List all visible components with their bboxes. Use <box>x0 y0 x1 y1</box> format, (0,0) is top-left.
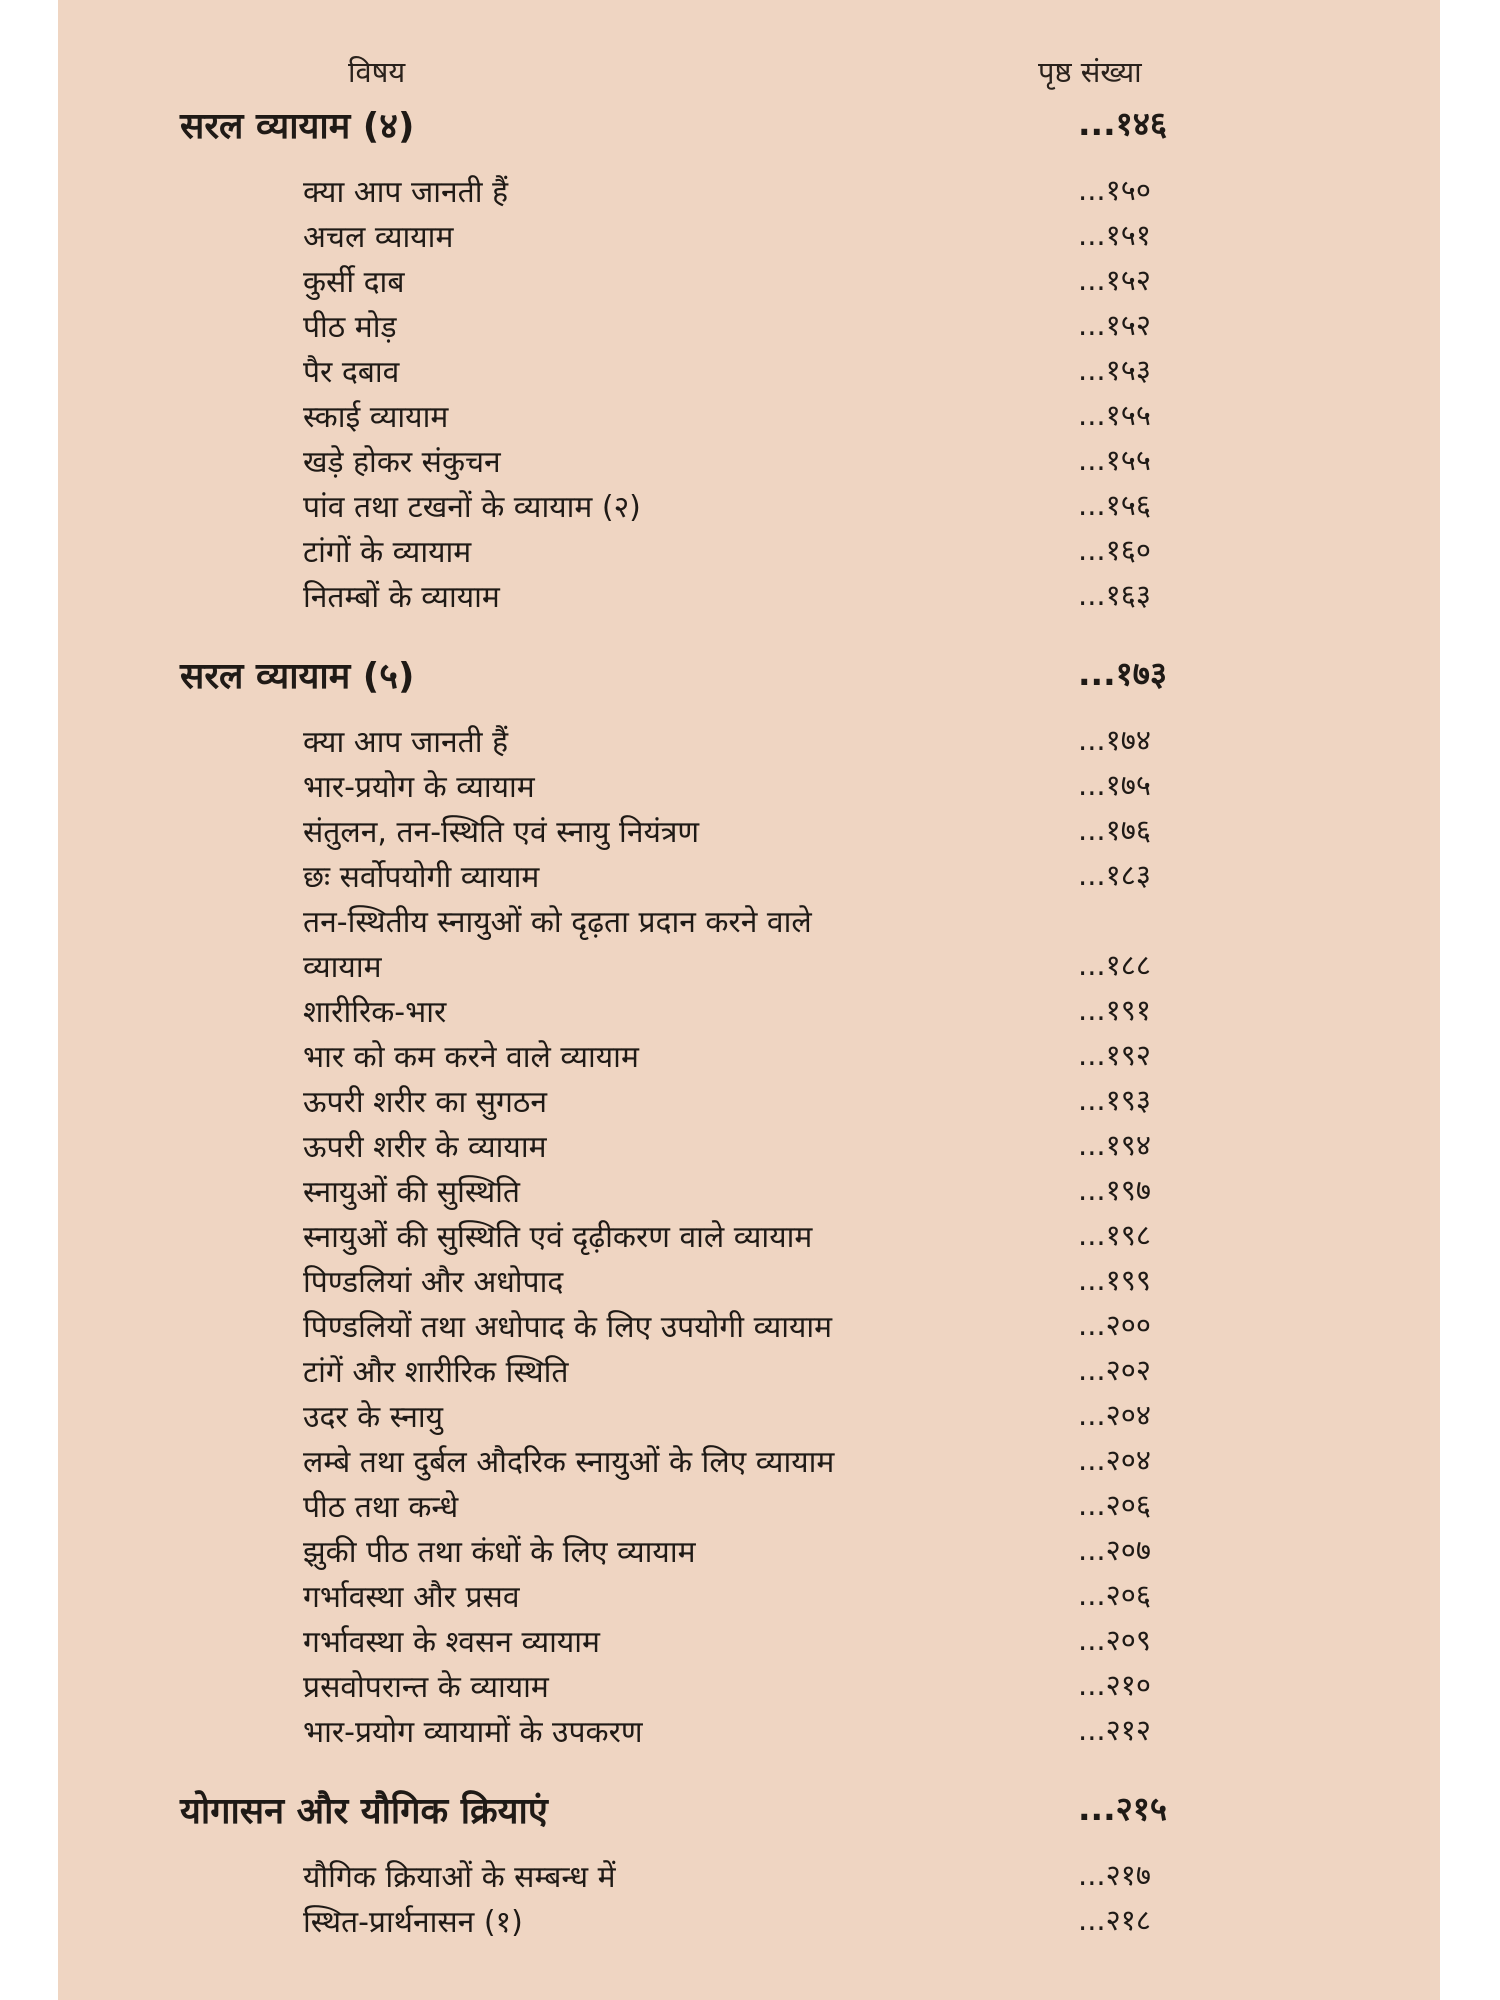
entry-title: पैर दबाव <box>303 355 400 390</box>
entry-title: पीठ तथा कन्धे <box>303 1490 459 1525</box>
entry-title: लम्बे तथा दुर्बल औदरिक स्नायुओं के लिए व्यायाम <box>303 1445 835 1480</box>
entry-page-number: ...१५५ <box>1078 398 1151 432</box>
entry-title: गर्भावस्था के श्वसन व्यायाम <box>303 1625 600 1660</box>
entry-title: क्या आप जानती हैं <box>303 725 509 760</box>
contents-entry <box>58 1305 1440 1349</box>
contents-entry <box>58 350 1440 394</box>
contents-entry <box>58 1125 1440 1169</box>
entry-title: ऊपरी शरीर के व्यायाम <box>303 1130 547 1165</box>
contents-entry <box>58 395 1440 439</box>
entry-title: गर्भावस्था और प्रसव <box>303 1580 520 1615</box>
contents-entry <box>58 1620 1440 1664</box>
entry-page-number: ...१५६ <box>1078 488 1151 522</box>
entry-page-number: ...१५२ <box>1078 308 1151 342</box>
section-entry <box>58 1785 1440 1832</box>
entry-page-number: ...१९४ <box>1078 1128 1151 1162</box>
entry-page-number: ...१७५ <box>1078 768 1151 802</box>
entry-title: सरल व्यायाम (४) <box>180 106 415 147</box>
entry-title: स्थित-प्रार्थनासन (१) <box>303 1905 523 1940</box>
section-entry <box>58 100 1440 147</box>
entry-title: भार-प्रयोग व्यायामों के उपकरण <box>303 1715 643 1750</box>
contents-entry <box>58 1530 1440 1574</box>
contents-entry <box>58 945 1440 989</box>
entry-page-number: ...२०४ <box>1078 1443 1151 1477</box>
contents-entry <box>58 1485 1440 1529</box>
entry-page-number: ...१५१ <box>1078 218 1151 252</box>
entry-page-number: ...१९२ <box>1078 1038 1151 1072</box>
entry-page-number: ...२१० <box>1078 1668 1151 1702</box>
contents-entry <box>58 1900 1440 1944</box>
entry-title: भार-प्रयोग के व्यायाम <box>303 770 535 805</box>
entry-page-number: ...१८८ <box>1078 948 1151 982</box>
contents-entry <box>58 215 1440 259</box>
contents-entry <box>58 440 1440 484</box>
entry-title: तन-स्थितीय स्नायुओं को दृढ़ता प्रदान करने वाले <box>303 905 812 940</box>
contents-entry <box>58 1855 1440 1899</box>
entry-page-number: ...१९९ <box>1078 1263 1151 1297</box>
contents-entry <box>58 765 1440 809</box>
entry-page-number: ...१९७ <box>1078 1173 1151 1207</box>
contents-entry <box>58 1035 1440 1079</box>
section-entry <box>58 650 1440 697</box>
entry-page-number: ...१७६ <box>1078 813 1151 847</box>
contents-entry <box>58 1350 1440 1394</box>
entry-title: छः सर्वोपयोगी व्यायाम <box>303 860 540 895</box>
entry-page-number: ...१९३ <box>1078 1083 1151 1117</box>
entry-title: पांव तथा टखनों के व्यायाम (२) <box>303 490 641 525</box>
page-number-column-label: पृष्ठ संख्या <box>1038 55 1142 89</box>
entry-page-number: ...१५० <box>1078 173 1151 207</box>
entry-title: टांगों के व्यायाम <box>303 535 472 570</box>
entry-page-number: ...१४६ <box>1078 104 1168 143</box>
contents-entry <box>58 1260 1440 1304</box>
topic-column-label: विषय <box>348 55 406 89</box>
contents-entry <box>58 530 1440 574</box>
entry-title: क्या आप जानती हैं <box>303 175 509 210</box>
contents-header <box>58 48 1440 98</box>
contents-entry <box>58 1575 1440 1619</box>
entry-page-number: ...१६० <box>1078 533 1151 567</box>
contents-entry <box>58 720 1440 764</box>
contents-entry <box>58 810 1440 854</box>
entry-title: स्नायुओं की सुस्थिति <box>303 1175 520 1210</box>
entry-page-number: ...२०२ <box>1078 1353 1151 1387</box>
entry-page-number: ...१८३ <box>1078 858 1151 892</box>
entry-title: शारीरिक-भार <box>303 995 447 1030</box>
entry-title: पिण्डलियों तथा अधोपाद के लिए उपयोगी व्यायाम <box>303 1310 833 1345</box>
entry-title: झुकी पीठ तथा कंधों के लिए व्यायाम <box>303 1535 696 1570</box>
contents-entry <box>58 1710 1440 1754</box>
entry-page-number: ...२१२ <box>1078 1713 1151 1747</box>
contents-entry <box>58 1440 1440 1484</box>
entry-page-number: ...१९१ <box>1078 993 1151 1027</box>
entry-title: ऊपरी शरीर का सुगठन <box>303 1085 548 1120</box>
entry-page-number: ...२१७ <box>1078 1858 1151 1892</box>
entry-title: नितम्बों के व्यायाम <box>303 580 500 615</box>
entry-page-number: ...१५५ <box>1078 443 1151 477</box>
entry-title: पिण्डलियां और अधोपाद <box>303 1265 564 1300</box>
entry-title: स्काई व्यायाम <box>303 400 449 435</box>
contents-entry <box>58 305 1440 349</box>
entry-title: कुर्सी दाब <box>303 265 405 300</box>
entry-title: अचल व्यायाम <box>303 220 454 255</box>
entry-title: टांगें और शारीरिक स्थिति <box>303 1355 569 1390</box>
entry-title: भार को कम करने वाले व्यायाम <box>303 1040 639 1075</box>
entry-page-number: ...१७४ <box>1078 723 1151 757</box>
contents-entry <box>58 575 1440 619</box>
contents-entry <box>58 1665 1440 1709</box>
entry-title: प्रसवोपरान्त के व्यायाम <box>303 1670 549 1705</box>
entry-page-number: ...१७३ <box>1078 654 1168 693</box>
entry-title: योगासन और यौगिक क्रियाएं <box>180 1791 548 1832</box>
entry-title: पीठ मोड़ <box>303 310 397 345</box>
entry-page-number: ...२०७ <box>1078 1533 1151 1567</box>
entry-title: उदर के स्नायु <box>303 1400 444 1435</box>
entry-page-number: ...२१५ <box>1078 1789 1168 1828</box>
entry-page-number: ...१९८ <box>1078 1218 1151 1252</box>
entry-title: स्नायुओं की सुस्थिति एवं दृढ़ीकरण वाले व्यायाम <box>303 1220 813 1255</box>
entry-page-number: ...२१८ <box>1078 1903 1151 1937</box>
entry-title: संतुलन, तन-स्थिति एवं स्नायु नियंत्रण <box>303 815 700 850</box>
entry-page-number: ...१६३ <box>1078 578 1151 612</box>
entry-page-number: ...२०६ <box>1078 1488 1151 1522</box>
entry-title: खड़े होकर संकुचन <box>303 445 501 480</box>
contents-entry <box>58 990 1440 1034</box>
contents-entry <box>58 260 1440 304</box>
entry-page-number: ...१५२ <box>1078 263 1151 297</box>
contents-entry <box>58 900 1440 944</box>
contents-entry <box>58 485 1440 529</box>
entry-page-number: ...२०० <box>1078 1308 1151 1342</box>
entry-title: व्यायाम <box>303 950 382 985</box>
entry-title: सरल व्यायाम (५) <box>180 656 415 697</box>
contents-entry <box>58 1395 1440 1439</box>
contents-entry <box>58 855 1440 899</box>
contents-entry <box>58 1215 1440 1259</box>
entry-page-number: ...२०९ <box>1078 1623 1151 1657</box>
contents-entry <box>58 1080 1440 1124</box>
contents-entry <box>58 170 1440 214</box>
book-page <box>58 0 1440 2000</box>
entry-page-number: ...२०४ <box>1078 1398 1151 1432</box>
entry-title: यौगिक क्रियाओं के सम्बन्ध में <box>303 1860 616 1895</box>
entry-page-number: ...१५३ <box>1078 353 1151 387</box>
contents-entry <box>58 1170 1440 1214</box>
entry-page-number: ...२०६ <box>1078 1578 1151 1612</box>
